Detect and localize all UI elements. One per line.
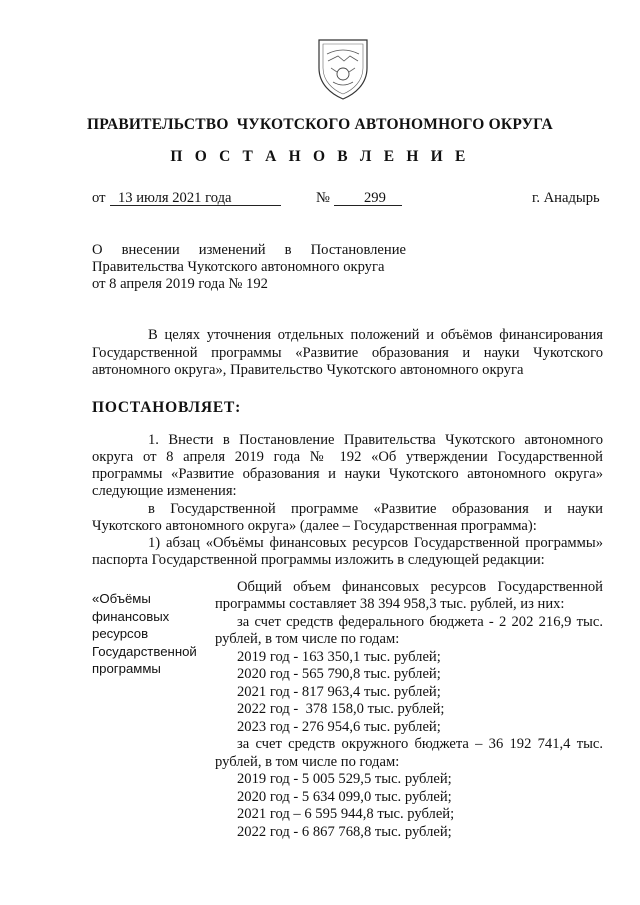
subject-word: в bbox=[284, 242, 292, 258]
resolves-heading: ПОСТАНОВЛЯЕТ: bbox=[92, 399, 242, 416]
date-prefix: от bbox=[92, 190, 106, 206]
p1-line-3: программы «Развитие образования и науки Чукотского автономного округа» bbox=[92, 466, 603, 482]
passport-label-line: программы bbox=[92, 661, 161, 676]
coat-of-arms-emblem bbox=[311, 34, 375, 102]
government-title: ПРАВИТЕЛЬСТВО ЧУКОТСКОГО АВТОНОМНОГО ОКРУГА bbox=[87, 116, 553, 133]
subject-word: изменений bbox=[198, 242, 266, 258]
district-year-2020: 2020 год - 5 634 099,0 тыс. рублей; bbox=[237, 789, 452, 805]
p1-line-1: 1. Внести в Постановление Правительства Чукотского автономного bbox=[148, 432, 603, 448]
federal-year-2022: 2022 год - 378 158,0 тыс. рублей; bbox=[237, 701, 445, 717]
city: г. Анадырь bbox=[532, 190, 600, 206]
federal-line-2: рублей, в том числе по годам: bbox=[215, 631, 400, 647]
passport-label-line: «Объёмы bbox=[92, 591, 151, 606]
district-line-1: за счет средств окружного бюджета – 36 192 741,4 тыс. bbox=[237, 736, 603, 752]
p2-line-1: в Государственной программе «Развитие образования и науки bbox=[148, 501, 603, 517]
total-line-1: Общий объем финансовых ресурсов Государственной bbox=[237, 579, 603, 595]
date-value: 13 июля 2021 года bbox=[110, 191, 281, 206]
p1-line-2: округа от 8 апреля 2019 года № 192 «Об утверждении Государственной bbox=[92, 449, 603, 465]
passport-label-line: ресурсов bbox=[92, 626, 149, 641]
federal-line-1: за счет средств федерального бюджета - 2 202 216,9 тыс. bbox=[237, 614, 603, 630]
p3-line-2: паспорта Государственной программы изложить в следующей редакции: bbox=[92, 552, 545, 568]
document-type: П О С Т А Н О В Л Е Н И Е bbox=[170, 148, 470, 165]
date-field bbox=[110, 190, 281, 208]
subject-word: Постановление bbox=[310, 242, 406, 258]
passport-label-line: Государственной bbox=[92, 643, 197, 659]
total-line-2: программы составляет 38 394 958,3 тыс. рублей, из них: bbox=[215, 596, 565, 612]
district-year-2021: 2021 год – 6 595 944,8 тыс. рублей; bbox=[237, 806, 455, 822]
preamble-line-3: автономного округа», Правительство Чукотского автономного округа bbox=[92, 362, 524, 378]
district-year-2019: 2019 год - 5 005 529,5 тыс. рублей; bbox=[237, 771, 452, 787]
subject-line-1 bbox=[92, 242, 406, 260]
federal-year-2023: 2023 год - 276 954,6 тыс. рублей; bbox=[237, 719, 441, 735]
preamble-line-2: Государственной программы «Развитие образования и науки Чукотского bbox=[92, 345, 603, 361]
subject-line-2: Правительства Чукотского автономного округа bbox=[92, 259, 385, 275]
preamble-line-1: В целях уточнения отдельных положений и объёмов финансирования bbox=[148, 327, 603, 343]
number-value: 299 bbox=[334, 191, 402, 206]
district-line-2: рублей, в том числе по годам: bbox=[215, 754, 400, 770]
subject-word: внесении bbox=[121, 242, 180, 258]
passport-label bbox=[92, 590, 212, 678]
federal-year-2020: 2020 год - 565 790,8 тыс. рублей; bbox=[237, 666, 441, 682]
subject-line-3: от 8 апреля 2019 года № 192 bbox=[92, 276, 268, 292]
federal-year-2021: 2021 год - 817 963,4 тыс. рублей; bbox=[237, 684, 441, 700]
number-prefix: № bbox=[316, 190, 330, 206]
p1-line-4: следующие изменения: bbox=[92, 483, 237, 499]
p2-line-2: Чукотского автономного округа» (далее – Государственная программа): bbox=[92, 518, 537, 534]
federal-year-2019: 2019 год - 163 350,1 тыс. рублей; bbox=[237, 649, 441, 665]
number-field bbox=[334, 190, 402, 208]
passport-label-line: финансовых bbox=[92, 608, 170, 624]
district-year-2022: 2022 год - 6 867 768,8 тыс. рублей; bbox=[237, 824, 452, 840]
subject-word: О bbox=[92, 242, 103, 258]
p3-line-1: 1) абзац «Объёмы финансовых ресурсов Государственной программы» bbox=[148, 535, 603, 551]
